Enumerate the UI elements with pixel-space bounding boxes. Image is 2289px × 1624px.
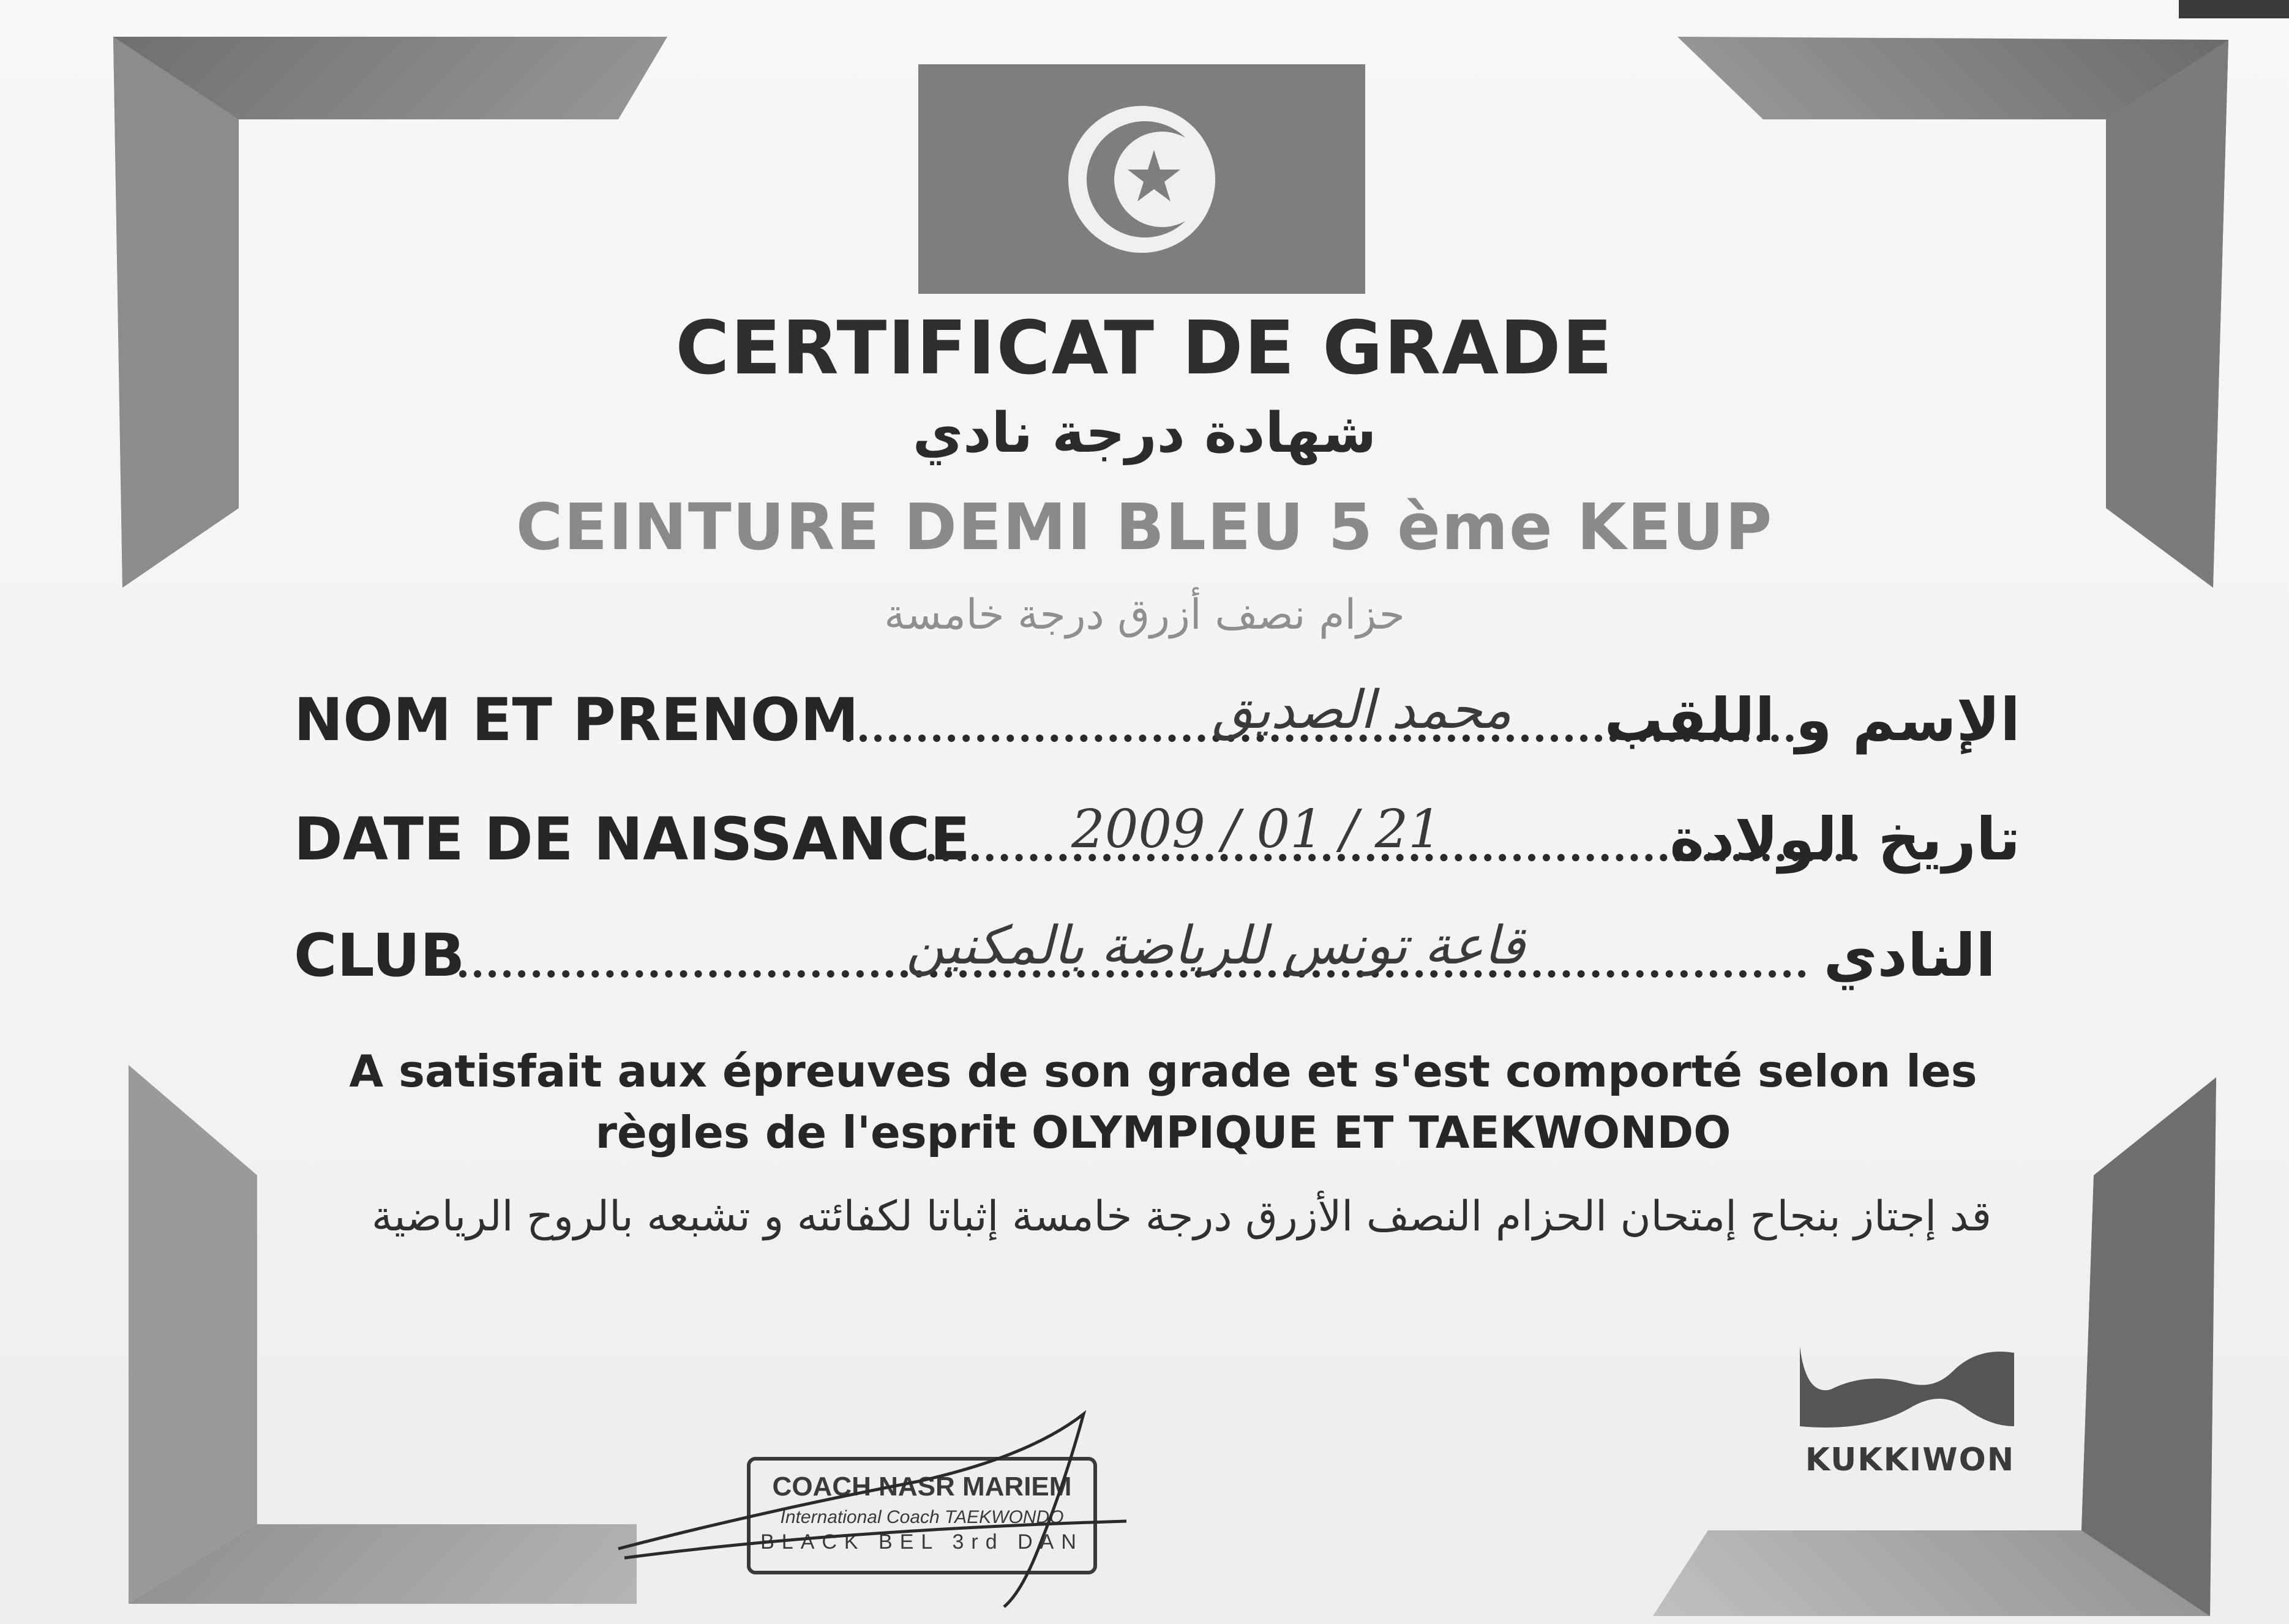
field-birthdate — [294, 799, 2020, 878]
handwritten-signature — [600, 1396, 1175, 1616]
field-club-label-ar: النادي — [1823, 921, 1996, 990]
field-name-label-fr: NOM ET PRENOM — [294, 686, 859, 754]
field-birthdate-value: 2009 / 01 / 21 — [1071, 799, 1442, 860]
certificate-title-fr: CERTIFICAT DE GRADE — [675, 306, 1614, 391]
certificate-title-ar: شهادة درجة نادي — [912, 401, 1377, 465]
tunisia-flag — [918, 64, 1365, 294]
statement-fr-line2: règles de l'esprit OLYMPIQUE ET TAEKWONDO — [595, 1107, 1731, 1158]
field-club-label-fr: CLUB — [294, 921, 465, 990]
grade-fr: CEINTURE DEMI BLEU 5 ème KEUP — [515, 490, 1774, 564]
stamp-line1: COACH NASR MARIEM — [772, 1472, 1072, 1502]
kukkiwon-logo-text: KUKKIWON — [1805, 1442, 2015, 1478]
field-club — [294, 915, 1996, 995]
field-club-value: قاعة تونس للرياضة بالمكنين — [906, 915, 1526, 976]
stamp-line2: International Coach TAEKWONDO — [780, 1507, 1064, 1527]
field-birthdate-label-fr: DATE DE NAISSANCE — [294, 805, 970, 874]
stamp-line3: BLACK BEL 3rd DAN — [760, 1530, 1084, 1554]
statement-ar: قد إجتاز بنجاح إمتحان الحزام النصف الأزرق درجة خامسة إثباتا لكفائته و تشبعه بالروح الرياضية — [372, 1192, 1991, 1241]
field-name-label-ar: الإسم و اللقب — [1604, 686, 2020, 754]
statement-fr — [343, 1041, 1984, 1163]
statement-fr-line1: A satisfait aux épreuves de son grade et s'est comporté selon les — [349, 1046, 1977, 1097]
grade-ar: حزام نصف أزرق درجة خامسة — [884, 591, 1405, 639]
field-name — [294, 679, 2020, 759]
field-birthdate-label-ar: تاريخ الولادة — [1669, 805, 2020, 874]
field-name-value: محمد الصديق — [1212, 679, 1512, 741]
